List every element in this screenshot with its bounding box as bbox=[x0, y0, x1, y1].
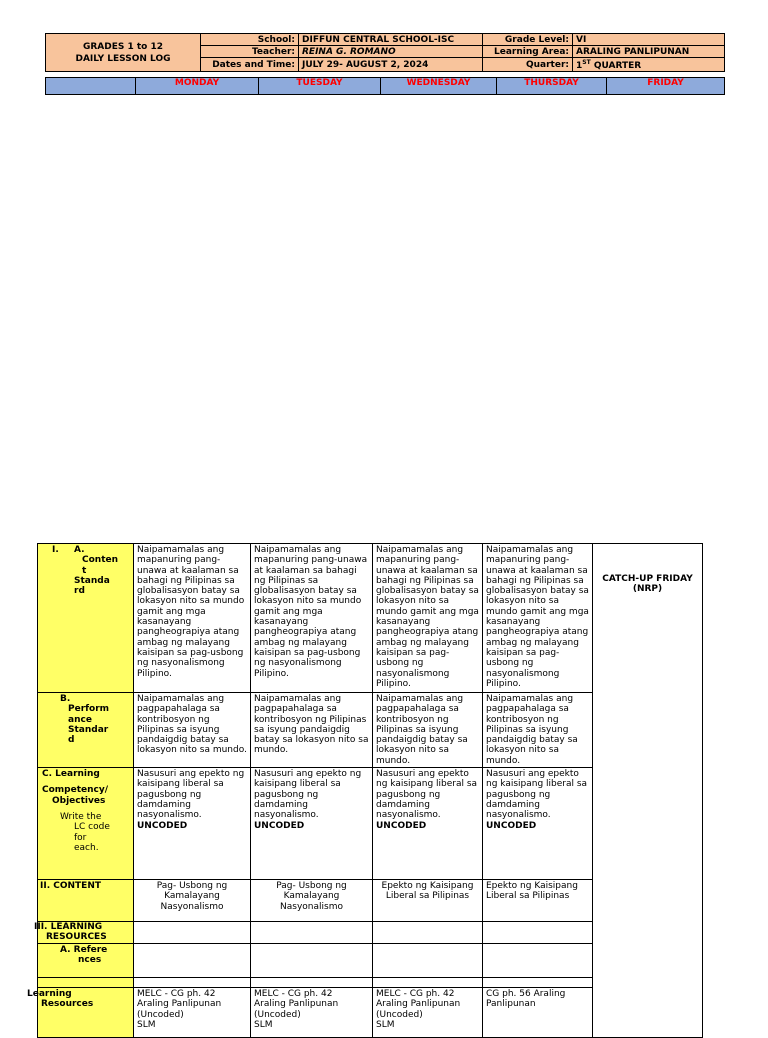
learning-resources-monday bbox=[134, 922, 251, 944]
learning-resources-thursday bbox=[483, 922, 593, 944]
learning-competency-label-line: C. Learning bbox=[42, 769, 100, 780]
competency-text: Nasusuri ang epekto ng kaisipang liberal sa pagusbong ng damdaming nasyonalismo. bbox=[486, 769, 588, 821]
content-standard-monday: Naipamamalas ang mapanuring pang-unawa at kaalaman sa bahagi ng Pilipinas sa globalisasyon batay sa lokasyon nito sa mundo gamit ang mga kasanayang pangheograpiya atang ambag ng malayang kaisipan sa pag-usbong ng nasyonalismong Pilipino. bbox=[134, 544, 251, 693]
competency-text: Nasusuri ang epekto ng kaisipang liberal sa pagusbong ng damdaming nasyonalismo. bbox=[137, 769, 245, 821]
performance-standard-monday: Naipamamalas ang pagpapahalaga sa kontribosyon ng Pilipinas sa isyung pandaigdig batay sa lokasyon nito sa mundo. bbox=[134, 693, 251, 768]
content-standard-wednesday: Naipamamalas ang mapanuring pang-unawa at kaalaman sa bahagi ng Pilipinas sa globalisasyon batay sa lokasyon nito sa mundo gamit ang mga kasanayang pangheograpiya atang ambag ng malayang kaisipan sa pag-usbong ng nasyonalismong Pilipino. bbox=[373, 544, 483, 693]
resource-line: (Uncoded) bbox=[376, 1009, 423, 1020]
spacer-tuesday bbox=[251, 978, 373, 988]
learning-resources-label bbox=[34, 922, 107, 942]
resource-line: (Uncoded) bbox=[254, 1009, 301, 1020]
learning-competency-label-line: Competency/ bbox=[42, 785, 109, 796]
learning-competency-tuesday bbox=[251, 768, 373, 880]
lesson-table bbox=[37, 543, 703, 1038]
content-standard-tuesday: Naipamamalas ang mapanuring pang-unawa at kaalaman sa bahagi ng Pilipinas sa globalisasyon batay sa lokasyon nito sa mundo gamit ang mga kasanayang pangheograpiya atang ambag ng malayang kaisipan sa pag-usbong ng nasyonalismong Pilipino. bbox=[251, 544, 373, 693]
content-standard-label-line: t bbox=[82, 565, 87, 576]
school-label: School: bbox=[201, 34, 299, 46]
resource-line: SLM bbox=[376, 1019, 395, 1030]
performance-standard-label bbox=[38, 693, 134, 768]
resources-wednesday bbox=[373, 988, 483, 1038]
catch-up-friday-cell bbox=[593, 544, 703, 1038]
log-title bbox=[46, 34, 201, 72]
content-standard-label-line: Conten bbox=[82, 555, 119, 566]
spacer-label bbox=[38, 978, 134, 988]
lc-code-note: for bbox=[74, 832, 87, 843]
spacer-monday bbox=[134, 978, 251, 988]
day-friday: FRIDAY bbox=[607, 78, 725, 95]
uncoded-label: UNCODED bbox=[137, 820, 188, 831]
teacher-value: REINA G. ROMANO bbox=[299, 46, 483, 58]
learning-resources-tuesday bbox=[251, 922, 373, 944]
references-wednesday bbox=[373, 944, 483, 978]
learning-competency-label-line: Objectives bbox=[52, 795, 106, 806]
resource-line: MELC - CG ph. 42 bbox=[137, 989, 216, 1000]
learning-competency-thursday bbox=[483, 768, 593, 880]
quarter-number: 1 bbox=[576, 61, 583, 71]
references-thursday bbox=[483, 944, 593, 978]
teacher-label: Teacher: bbox=[201, 46, 299, 58]
grade-level-value: VI bbox=[573, 34, 725, 46]
dates-label: Dates and Time: bbox=[201, 58, 299, 72]
quarter-word: QUARTER bbox=[590, 61, 642, 71]
lc-code-note: Write the bbox=[60, 811, 102, 822]
day-tuesday: TUESDAY bbox=[259, 78, 381, 95]
performance-standard-wednesday: Naipamamalas ang pagpapahalaga sa kontribosyon ng Pilipinas sa isyung pandaigdig batay sa lokasyon nito sa mundo. bbox=[373, 693, 483, 768]
lc-code-note: LC code bbox=[74, 822, 110, 833]
performance-standard-tuesday: Naipamamalas ang pagpapahalaga sa kontribosyon ng Pilipinas sa isyung pandaigdig batay sa lokasyon nito sa mundo. bbox=[251, 693, 373, 768]
learning-competency-wednesday bbox=[373, 768, 483, 880]
resource-line: Araling Panlipunan bbox=[376, 999, 461, 1010]
content-standard-label bbox=[38, 544, 134, 693]
resource-line: Araling Panlipunan bbox=[254, 999, 339, 1010]
content-standard-label-line: Standa bbox=[74, 575, 110, 586]
quarter-label: Quarter: bbox=[483, 58, 573, 72]
grade-level-label: Grade Level: bbox=[483, 34, 573, 46]
performance-standard-label-line: B. bbox=[60, 694, 71, 704]
day-wednesday: WEDNESDAY bbox=[381, 78, 497, 95]
resource-line: MELC - CG ph. 42 bbox=[376, 989, 455, 1000]
uncoded-label: UNCODED bbox=[486, 820, 537, 831]
resources-tuesday bbox=[251, 988, 373, 1038]
resources-monday bbox=[134, 988, 251, 1038]
content-monday: Pag- Usbong ng Kamalayang Nasyonalismo bbox=[134, 880, 251, 922]
resource-line: Araling Panlipunan bbox=[137, 999, 222, 1010]
spacer-thursday bbox=[483, 978, 593, 988]
resource-line: MELC - CG ph. 42 bbox=[254, 989, 333, 1000]
header-table bbox=[45, 33, 725, 72]
lc-code-note: each. bbox=[74, 842, 99, 853]
resource-line: SLM bbox=[137, 1019, 156, 1030]
competency-text: Nasusuri ang epekto ng kaisipang liberal sa pagusbong ng damdaming nasyonalismo. bbox=[376, 769, 478, 821]
school-value: DIFFUN CENTRAL SCHOOL-ISC bbox=[299, 34, 483, 46]
learning-area-value: ARALING PANLIPUNAN bbox=[573, 46, 725, 58]
catch-up-friday-nrp: (NRP) bbox=[632, 584, 663, 595]
days-header bbox=[45, 77, 725, 95]
content-thursday: Epekto ng Kaisipang Liberal sa Pilipinas bbox=[483, 880, 593, 922]
title-line-2: DAILY LESSON LOG bbox=[75, 53, 171, 64]
resources-detail-label-line: Resources bbox=[41, 999, 94, 1009]
content-standard-row bbox=[38, 544, 703, 693]
dates-value: JULY 29- AUGUST 2, 2024 bbox=[299, 58, 483, 72]
resources-detail-label-line: Learning bbox=[27, 989, 72, 999]
references-monday bbox=[134, 944, 251, 978]
uncoded-label: UNCODED bbox=[376, 820, 427, 831]
resource-line: (Uncoded) bbox=[137, 1009, 184, 1020]
performance-standard-label-line: Standar bbox=[68, 724, 109, 735]
title-line-1: GRADES 1 to 12 bbox=[82, 41, 164, 52]
days-blank-cell bbox=[46, 78, 136, 95]
learning-competency-monday bbox=[134, 768, 251, 880]
resources-detail-label bbox=[27, 989, 93, 1009]
competency-text: Nasusuri ang epekto ng kaisipang liberal sa pagusbong ng damdaming nasyonalismo. bbox=[254, 769, 362, 821]
references-tuesday bbox=[251, 944, 373, 978]
resources-thursday bbox=[483, 988, 593, 1038]
catch-up-friday-title: CATCH-UP FRIDAY bbox=[602, 574, 693, 584]
content-standard-label-line: A. bbox=[74, 545, 85, 555]
performance-standard-label-line: Perform bbox=[68, 704, 110, 715]
references-label-line: A. Refere bbox=[60, 945, 108, 956]
day-thursday: THURSDAY bbox=[497, 78, 607, 95]
references-label bbox=[38, 944, 134, 978]
section-one-number: I. bbox=[52, 545, 59, 555]
performance-standard-label-line: ance bbox=[68, 714, 92, 725]
quarter-value bbox=[573, 58, 725, 72]
content-wednesday: Epekto ng Kaisipang Liberal sa Pilipinas bbox=[373, 880, 483, 922]
learning-area-label: Learning Area: bbox=[483, 46, 573, 58]
content-tuesday: Pag- Usbong ng Kamalayang Nasyonalismo bbox=[251, 880, 373, 922]
performance-standard-thursday: Naipamamalas ang pagpapahalaga sa kontribosyon ng Pilipinas sa isyung pandaigdig batay sa lokasyon nito sa mundo. bbox=[483, 693, 593, 768]
content-standard-label-line: rd bbox=[74, 586, 85, 597]
resource-line: Panlipunan bbox=[486, 999, 536, 1010]
spacer-wednesday bbox=[373, 978, 483, 988]
resource-line: SLM bbox=[254, 1019, 273, 1030]
content-label: II. CONTENT bbox=[38, 880, 134, 922]
learning-competency-label bbox=[38, 768, 134, 880]
performance-standard-label-line: d bbox=[68, 735, 75, 746]
learning-resources-wednesday bbox=[373, 922, 483, 944]
day-monday: MONDAY bbox=[136, 78, 259, 95]
learning-resources-label-line: III. LEARNING bbox=[34, 922, 103, 932]
resource-line: CG ph. 56 Araling bbox=[486, 989, 566, 1000]
learning-resources-label-line: RESOURCES bbox=[46, 932, 107, 942]
quarter-suffix: ST bbox=[582, 59, 591, 66]
content-standard-thursday: Naipamamalas ang mapanuring pang-unawa at kaalaman sa bahagi ng Pilipinas sa globalisasyon batay sa lokasyon nito sa mundo gamit ang mga kasanayang pangheograpiya atang ambag ng malayang kaisipan sa pag-usbong ng nasyonalismong Pilipino. bbox=[483, 544, 593, 693]
uncoded-label: UNCODED bbox=[254, 820, 305, 831]
references-label-line: nces bbox=[78, 955, 102, 966]
